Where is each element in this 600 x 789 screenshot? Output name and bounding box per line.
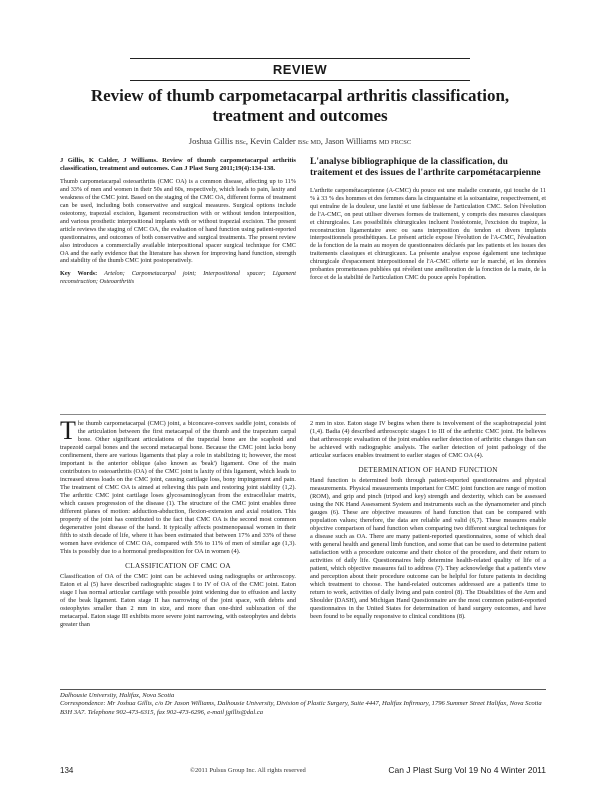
intro-text: he thumb carpometacarpal (CMC) joint, a biconcave-convex saddle joint, consists of the articulation between the first metacarpal of the thumb and the trapezium carpal bone. Other significant articulations of the trapezial bone are the scaphoid and trapezoid carpal bones and the second metacarpal bone. Because the CMC joint lacks bony confinement, there are various ligaments that play a role in stabilizing it; however, the most important is the anterior oblique (also known as 'beak') ligament. One of the main contributors to osteoarthritis (OA) of the CMC joint is laxity of this ligament, which leads to increased stress loads on the CMC joint, causing cartilage loss, bony impingement and pain. The treatment of CMC OA is aimed at relieving this pain and restoring joint stability (1,2). The arthritic CMC joint cartilage loses glycosaminoglycan from the extracellular matrix, which causes progression of the disease (1). The structure of the CMC joint enables three different planes of motion: adduction-abduction, flexion-extension and axial rotation. This property of the joint has contributed to the fact that CMC OA is the second most common degenerative joint disease of the hand. It typically affects postmenopausal women in their fifth to sixth decade of life, where it has been estimated that between 17% and 33% of these women have evidence of CMC OA, compared with 5% to 11% of men of similar age (1,3). This is possibly due to a hormonal predisposition for OA in women (4).	[60, 420, 296, 555]
keywords	[60, 270, 296, 286]
author-degrees: MD FRCSC	[378, 139, 412, 146]
staging-paragraph: 2 mm in size. Eaton stage IV begins when there is involvement of the scaphotrapezial joint (1,4). Badia (4) described arthroscopic stages I to III of the arthritic CMC joint. He believes that arthroscopic evaluation of the joint enables earlier detection of arthritic changes than can be achieved with radiographic analysis. The earlier detection of joint pathology of the articular surfaces enables treatment to earlier stages of CMC OA (4).	[310, 420, 546, 459]
section-label: REVIEW	[272, 62, 328, 77]
determination-paragraph: Hand function is determined both through patient-reported questionnaires and physical measurements. Physical measurements important for CMC joint function are range of motion (ROM), and grip and pinch (tripod and key) strength and dexterity, which can be assessed using the NK Hand Assessment System and instruments such as the dynamometer and pinch gauges (6). These are objective measures of hand function that can be compared with population values; therefore, the data are reliable and valid (6,7). These measures enable objective comparison of hand function when comparing two different surgical techniques for a disease such as OA. There are many patient-reported questionnaires, some of which deal with general health and general limb function, and some that can be used to determine patient satisfaction with a procedure outcome and their choice of the procedure, and their return to activities of daily life. Questionnaires help determine health-related quality of life of a patient, which objective measures fail to address (7). They acknowledge that a patient's view and perception about their procedure outcome can be helpful for future patients in deciding which treatment to choose. The hand-related outcomes addressed are a patient's time to return to work, activities of daily living and pain control (8). The Disabilities of the Arm and Shoulder (DASH), and Michigan Hand Questionnaire are the most common patient-reported questionnaires in the United States for determination of hand surgery outcomes, and have been found to be equally responsive to clinical conditions (8).	[310, 477, 546, 620]
body-column-right	[310, 420, 546, 621]
abstract-french-title: L'analyse bibliographique de la classification, du traitement et des issues de l'arthrite carpométacarpienne	[310, 157, 541, 178]
correspondence: Correspondence: Mr Joshua Gillis, c/o Dr Jason Williams, Dalhousie University, Division of Plastic Surgery, Suite 4447, Halifax Infirmary, 1796 Summer Street Halifax, Nova Scotia B3H 3A7. Telephone 902-473-6315, fax 902-473-6296, e-mail jgillis@dal.ca	[60, 700, 542, 716]
intro-paragraph	[60, 416, 296, 556]
keywords-list: Artelon; Carpometacarpal joint; Interpositional spacer; Ligament reconstruction; Osteoarthritis	[60, 270, 296, 286]
drop-cap: T	[60, 416, 76, 445]
abstract-french-body: L'arthrite carpométacarpienne (A-CMC) du pouce est une maladie courante, qui touche de 11 % à 33 % des hommes et des femmes dans la cinquantaine et la soixantaine, respectivement, et qui entraîne de la douleur, une laxité et une faiblesse de l'articulation CMC. Selon l'évolution de l'A-CMC, on peut utiliser diverses formes de traitement, y compris des mesures classiques et chirurgicales. Les possibilités chirurgicales incluent l'ostéotomie, l'excision du trapèze, la reconstruction ligamentaire avec ou sans interposition du tendon et divers implants interpositionnels prosthétiques. Le présent article expose l'évolution de l'A-CMC, l'évaluation de la fonction de la main au moyen de questionnaires déclarés par les patients et les issues des traitements classiques et chirurgicaux. La présente analyse expose également une technique chirurgicale d'espacement interpositionnel de l'A-CMC offerte sur le marché, et les données probantes prometteuses publiées qui révèlent une amélioration de la fonction de la main, de la force et de la stabilité de l'articulation CMC du pouce après l'opération.	[310, 187, 546, 281]
abstract-citation: J Gillis, K Calder, J Williams. Review of thumb carpometacarpal arthritis classification, treatment and outcomes. Can J Plast Surg 2011;19(4):134-138.	[60, 157, 296, 173]
affiliation: Dalhousie University, Halifax, Nova Scotia	[60, 692, 175, 699]
header-rule-top	[130, 58, 470, 59]
section-heading-determination: DETERMINATION OF HAND FUNCTION	[358, 466, 498, 474]
journal-citation: Can J Plast Surg Vol 19 No 4 Winter 2011	[388, 765, 546, 775]
abstract-english	[60, 157, 296, 286]
footnote-rule	[60, 689, 546, 690]
author-name: Kevin Calder	[250, 136, 296, 146]
author-degrees: BSc MD	[297, 139, 321, 146]
article-title: Review of thumb carpometacarpal arthritis classification, treatment and outcomes	[90, 86, 510, 125]
abstract-french	[310, 157, 546, 282]
author-degrees: BSc	[235, 139, 246, 146]
author-list: Joshua Gillis BSc, Kevin Calder BSc MD, Jason Williams MD FRCSC	[188, 136, 412, 146]
author-name: Joshua Gillis	[188, 136, 233, 146]
page-number: 134	[60, 766, 74, 775]
section-heading-classification: CLASSIFICATION OF CMC OA	[125, 562, 231, 570]
abstract-divider	[60, 414, 546, 415]
abstract-body: Thumb carpometacarpal osteoarthritis (CMC OA) is a common disease, affecting up to 11% and 33% of men and women in their 50s and 60s, respectively, which leads to pain, laxity and weakness of the CMC joint. Based on the staging of the CMC OA, different forms of treatment can be used, including both conservative and surgical measures. Surgical options include osteotomy, trapezial excision, ligament reconstruction with or without tendon interposition, and various prosthetic interpositional implants with or without trapezial excision. The present article reviews the staging of CMC OA, the evaluation of hand function using patient-reported questionnaires, and outcomes of both conservative and surgical treatments. The present review also introduces a commercially available interpositional spacer surgical technique for CMC OA and the early evidence that the literature has shown for improving hand function, strength and stability of the thumb CMC joint postoperatively.	[60, 178, 296, 265]
body-column-left	[60, 416, 296, 629]
author-name: Jason Williams	[325, 136, 377, 146]
classification-paragraph: Classification of OA of the CMC joint can be achieved using radiographs or arthroscopy. Eaton et al (5) have described radiographic stages I to IV of OA of the CMC joint. Eaton stage I has normal articular cartilage with possible joint widening due to effusion and laxity of the beak ligament. Eaton stage II has narrowing of the joint space, with debris and osteophytes smaller than 2 mm in size, and more than one-third subluxation of the metacarpal. Eaton stage III exhibits more severe joint narrowing, with osteophytes and debris greater than	[60, 573, 296, 628]
keywords-label: Key Words:	[60, 270, 98, 278]
footnote	[60, 692, 546, 717]
copyright: ©2011 Pulsus Group Inc. All rights reserved	[190, 767, 306, 774]
header-rule-bottom	[130, 80, 470, 81]
